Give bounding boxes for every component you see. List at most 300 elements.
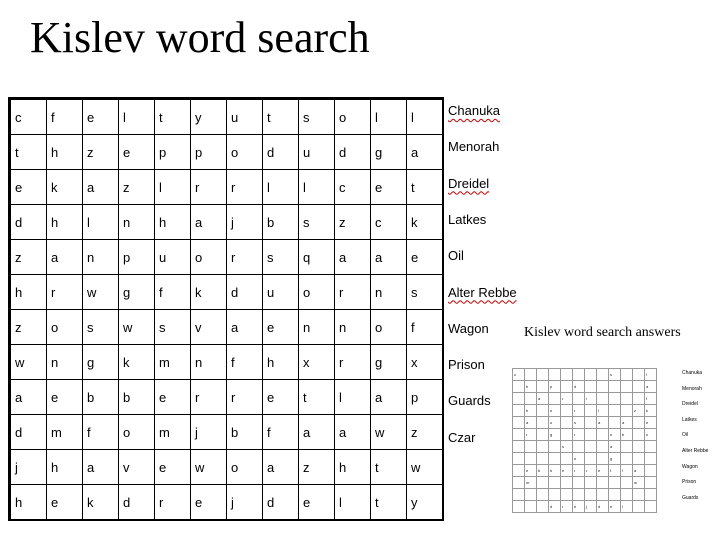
grid-cell: a — [191, 205, 227, 240]
answer-cell — [513, 417, 525, 429]
answer-cell — [645, 465, 657, 477]
answer-cell: a — [645, 381, 657, 393]
answer-cell — [573, 369, 585, 381]
answer-cell — [609, 393, 621, 405]
answer-word-item: Wagon — [682, 463, 698, 470]
grid-cell: e — [191, 485, 227, 521]
grid-cell: h — [335, 450, 371, 485]
grid-cell: l — [335, 485, 371, 521]
grid-cell: n — [371, 275, 407, 310]
answer-word-item: Chanuka — [682, 370, 703, 376]
answer-cell — [633, 501, 645, 513]
grid-row — [10, 205, 444, 240]
grid-cell: t — [371, 485, 407, 521]
answer-cell: h — [525, 405, 537, 417]
answer-cell — [537, 429, 549, 441]
grid-row — [10, 485, 444, 521]
grid-cell: k — [83, 485, 119, 521]
grid-cell: h — [47, 135, 83, 170]
grid-cell: l — [83, 205, 119, 240]
answer-cell — [537, 405, 549, 417]
grid-cell: d — [10, 205, 47, 240]
grid-cell: u — [263, 275, 299, 310]
answer-cell — [573, 441, 585, 453]
answer-row — [513, 453, 657, 465]
grid-cell: a — [47, 240, 83, 275]
answer-row — [513, 405, 657, 417]
grid-row — [10, 240, 444, 275]
grid-cell: f — [407, 310, 444, 345]
grid-cell: z — [10, 240, 47, 275]
grid-cell: e — [83, 99, 119, 135]
grid-cell: p — [407, 380, 444, 415]
grid-row — [10, 135, 444, 170]
grid-cell: x — [407, 345, 444, 380]
answer-row — [513, 489, 657, 501]
grid-cell: a — [335, 415, 371, 450]
grid-cell: o — [227, 450, 263, 485]
answer-cell: a — [597, 417, 609, 429]
answer-cell — [621, 489, 633, 501]
grid-cell: g — [83, 345, 119, 380]
grid-cell: y — [191, 99, 227, 135]
word-item: Wagon — [448, 320, 489, 336]
answer-cell — [513, 477, 525, 489]
grid-cell: r — [191, 170, 227, 205]
grid-cell: l — [335, 380, 371, 415]
grid-cell: e — [47, 380, 83, 415]
word-item: Czar — [448, 429, 476, 445]
answer-cell — [585, 489, 597, 501]
answer-cell — [645, 501, 657, 513]
grid-cell: c — [371, 205, 407, 240]
answer-cell — [561, 477, 573, 489]
grid-row — [10, 170, 444, 205]
grid-cell: h — [10, 275, 47, 310]
answer-cell — [645, 477, 657, 489]
answer-cell: t — [609, 465, 621, 477]
grid-cell: b — [119, 380, 155, 415]
word-search-grid — [8, 97, 444, 521]
grid-cell: c — [10, 99, 47, 135]
answer-cell — [645, 453, 657, 465]
answer-cell — [621, 441, 633, 453]
grid-cell: s — [299, 205, 335, 240]
answer-cell — [621, 369, 633, 381]
grid-cell: e — [263, 380, 299, 415]
word-item: Oil — [448, 248, 464, 264]
answer-row — [513, 441, 657, 453]
answer-cell — [525, 489, 537, 501]
grid-cell: e — [371, 170, 407, 205]
answer-cell — [633, 489, 645, 501]
grid-cell: r — [191, 380, 227, 415]
word-item: Guards — [448, 393, 491, 409]
answer-cell — [561, 453, 573, 465]
answer-cell: o — [609, 429, 621, 441]
grid-cell: u — [155, 240, 191, 275]
answer-cell — [549, 453, 561, 465]
grid-cell: e — [155, 450, 191, 485]
answer-cell — [537, 477, 549, 489]
answer-cell: n — [573, 453, 585, 465]
answer-cell — [513, 429, 525, 441]
grid-cell: y — [407, 485, 444, 521]
grid-cell: g — [119, 275, 155, 310]
grid-cell: p — [155, 135, 191, 170]
grid-cell: b — [227, 415, 263, 450]
answer-cell: c — [513, 369, 525, 381]
answer-cell: r — [561, 393, 573, 405]
answer-cell — [597, 369, 609, 381]
grid-cell: w — [371, 415, 407, 450]
answer-cell — [597, 477, 609, 489]
answer-cell: e — [609, 501, 621, 513]
answer-cell: t — [645, 393, 657, 405]
answer-cell — [561, 381, 573, 393]
grid-cell: e — [155, 380, 191, 415]
answer-cell: e — [597, 465, 609, 477]
grid-cell: z — [407, 415, 444, 450]
grid-cell: l — [155, 170, 191, 205]
grid-cell: l — [407, 99, 444, 135]
answer-word-item: Menorah — [682, 385, 702, 392]
grid-cell: f — [227, 345, 263, 380]
answer-cell — [585, 381, 597, 393]
answer-word-item: Alter Rebbe — [682, 448, 709, 454]
grid-cell: o — [119, 415, 155, 450]
grid-cell: t — [263, 99, 299, 135]
grid-cell: z — [299, 450, 335, 485]
answer-cell: k — [645, 405, 657, 417]
answer-cell — [597, 429, 609, 441]
answer-cell — [609, 405, 621, 417]
answer-word-item: Dreidel — [682, 401, 698, 408]
answer-cell: b — [549, 465, 561, 477]
answer-cell — [621, 405, 633, 417]
answer-cell: a — [609, 441, 621, 453]
answer-cell — [585, 429, 597, 441]
answer-cell — [633, 453, 645, 465]
grid-cell: n — [119, 205, 155, 240]
grid-cell: t — [371, 450, 407, 485]
answer-cell — [561, 405, 573, 417]
answer-cell — [513, 489, 525, 501]
answer-cell: d — [573, 381, 585, 393]
answer-cell: e — [561, 465, 573, 477]
grid-cell: h — [155, 205, 191, 240]
answers-title: Kislev word search answers — [524, 325, 681, 340]
grid-row — [10, 380, 444, 415]
grid-cell: p — [191, 135, 227, 170]
answer-cell — [513, 405, 525, 417]
answer-cell — [645, 441, 657, 453]
answer-cell: l — [645, 369, 657, 381]
answer-cell — [633, 417, 645, 429]
grid-cell: g — [371, 345, 407, 380]
answer-cell — [609, 489, 621, 501]
answer-cell: h — [525, 381, 537, 393]
answer-cell — [633, 429, 645, 441]
grid-cell: m — [155, 415, 191, 450]
answer-cell — [537, 453, 549, 465]
grid-cell: w — [191, 450, 227, 485]
answer-row — [513, 369, 657, 381]
answer-cell — [561, 429, 573, 441]
grid-cell: f — [83, 415, 119, 450]
answer-cell — [537, 501, 549, 513]
grid-cell: e — [119, 135, 155, 170]
grid-cell: j — [227, 485, 263, 521]
grid-cell: s — [83, 310, 119, 345]
grid-cell: h — [10, 485, 47, 521]
word-item: Chanuka — [448, 103, 501, 118]
answer-cell — [597, 489, 609, 501]
answer-cell — [549, 489, 561, 501]
grid-cell: c — [335, 170, 371, 205]
grid-cell: o — [191, 240, 227, 275]
grid-cell: h — [263, 345, 299, 380]
answer-cell — [513, 453, 525, 465]
answer-cell: i — [585, 393, 597, 405]
answer-cell — [621, 381, 633, 393]
answer-row — [513, 393, 657, 405]
answer-cell: s — [609, 369, 621, 381]
grid-cell: r — [47, 275, 83, 310]
answer-cell: z — [633, 405, 645, 417]
answer-cell — [633, 441, 645, 453]
answer-cell — [585, 417, 597, 429]
grid-cell: u — [227, 99, 263, 135]
answer-cell: p — [549, 381, 561, 393]
answer-cell: d — [597, 501, 609, 513]
answer-cell: s — [573, 417, 585, 429]
answer-row — [513, 465, 657, 477]
grid-cell: s — [407, 275, 444, 310]
grid-cell: a — [371, 240, 407, 275]
word-item: Alter Rebbe — [448, 284, 517, 300]
grid-cell: n — [47, 345, 83, 380]
answer-cell: l — [621, 465, 633, 477]
grid-cell: a — [335, 240, 371, 275]
answer-cell: r — [573, 465, 585, 477]
answer-cell — [549, 477, 561, 489]
grid-cell: o — [227, 135, 263, 170]
answer-cell — [549, 441, 561, 453]
answer-cell: l — [621, 501, 633, 513]
answer-cell — [585, 453, 597, 465]
answer-cell — [597, 393, 609, 405]
answer-cell: b — [537, 465, 549, 477]
grid-cell: l — [299, 170, 335, 205]
grid-cell: w — [407, 450, 444, 485]
answer-row — [513, 417, 657, 429]
grid-cell: l — [119, 99, 155, 135]
grid-cell: t — [10, 135, 47, 170]
grid-cell: n — [191, 345, 227, 380]
answer-cell: a — [633, 465, 645, 477]
answer-cell — [537, 441, 549, 453]
answer-cell: r — [561, 501, 573, 513]
answer-cell — [537, 489, 549, 501]
answer-cell — [609, 477, 621, 489]
answer-row — [513, 381, 657, 393]
answer-cell: s — [645, 429, 657, 441]
answer-word-item: Prison — [682, 479, 697, 486]
grid-cell: s — [263, 240, 299, 275]
answer-cell — [585, 405, 597, 417]
answer-cell — [513, 381, 525, 393]
grid-cell: u — [299, 135, 335, 170]
answer-cell — [561, 489, 573, 501]
grid-cell: d — [10, 415, 47, 450]
page-title: Kislev word search — [30, 13, 370, 62]
grid-cell: v — [191, 310, 227, 345]
answer-cell: j — [585, 501, 597, 513]
answer-cell: u — [549, 417, 561, 429]
grid-cell: k — [47, 170, 83, 205]
grid-cell: a — [227, 310, 263, 345]
grid-cell: b — [83, 380, 119, 415]
grid-cell: o — [299, 275, 335, 310]
grid-cell: a — [83, 170, 119, 205]
answer-cell — [525, 501, 537, 513]
grid-cell: t — [155, 99, 191, 135]
answer-cell — [525, 393, 537, 405]
grid-row — [10, 310, 444, 345]
answer-cell: a — [537, 393, 549, 405]
answer-cell: e — [573, 501, 585, 513]
answer-cell — [561, 417, 573, 429]
grid-cell: n — [83, 240, 119, 275]
grid-cell: d — [227, 275, 263, 310]
answer-cell — [573, 489, 585, 501]
answer-cell: r — [585, 465, 597, 477]
answer-cell: e — [645, 417, 657, 429]
grid-cell: h — [47, 450, 83, 485]
grid-cell: n — [299, 310, 335, 345]
grid-row — [10, 450, 444, 485]
grid-cell: d — [119, 485, 155, 521]
grid-cell: r — [155, 485, 191, 521]
answer-cell — [633, 393, 645, 405]
answer-cell — [585, 441, 597, 453]
grid-cell: a — [10, 380, 47, 415]
word-item: Latkes — [448, 211, 487, 227]
answer-cell — [513, 501, 525, 513]
grid-cell: r — [335, 275, 371, 310]
answer-cell — [525, 369, 537, 381]
grid-cell: e — [47, 485, 83, 521]
answer-cell — [549, 393, 561, 405]
grid-cell: k — [191, 275, 227, 310]
answer-cell: a — [621, 417, 633, 429]
grid-cell: v — [119, 450, 155, 485]
answer-cell — [525, 453, 537, 465]
grid-cell: e — [10, 170, 47, 205]
grid-cell: n — [335, 310, 371, 345]
answer-word-item: Latkes — [682, 416, 697, 423]
grid-cell: j — [227, 205, 263, 240]
word-item: Menorah — [448, 139, 500, 155]
grid-cell: m — [155, 345, 191, 380]
answer-cell: g — [609, 453, 621, 465]
answer-cell — [573, 393, 585, 405]
answer-cell — [525, 441, 537, 453]
grid-cell: a — [83, 450, 119, 485]
answer-cell — [621, 453, 633, 465]
grid-cell: g — [371, 135, 407, 170]
answer-cell: r — [525, 429, 537, 441]
grid-cell: e — [299, 485, 335, 521]
grid-cell: k — [407, 205, 444, 240]
answer-cell: m — [525, 477, 537, 489]
answer-cell — [621, 477, 633, 489]
word-item: Dreidel — [448, 175, 490, 191]
answer-cell — [573, 477, 585, 489]
grid-cell: e — [263, 310, 299, 345]
grid-cell: w — [119, 310, 155, 345]
grid-cell: r — [227, 170, 263, 205]
grid-row — [10, 99, 444, 135]
grid-cell: l — [263, 170, 299, 205]
grid-cell: p — [119, 240, 155, 275]
grid-cell: z — [83, 135, 119, 170]
grid-cell: d — [335, 135, 371, 170]
answer-cell: d — [549, 501, 561, 513]
grid-cell: a — [371, 380, 407, 415]
grid-cell: e — [407, 240, 444, 275]
grid-cell: t — [407, 170, 444, 205]
answer-cell — [597, 453, 609, 465]
grid-cell: w — [83, 275, 119, 310]
answer-cell — [585, 477, 597, 489]
answer-cell: a — [525, 417, 537, 429]
answer-cell — [645, 489, 657, 501]
grid-cell: d — [263, 135, 299, 170]
answer-cell: e — [525, 465, 537, 477]
grid-cell: t — [299, 380, 335, 415]
grid-cell: j — [10, 450, 47, 485]
answer-row — [513, 501, 657, 513]
grid-cell: o — [371, 310, 407, 345]
answers-thumbnail — [506, 364, 710, 516]
answer-cell: b — [621, 429, 633, 441]
grid-cell: h — [47, 205, 83, 240]
grid-cell: z — [10, 310, 47, 345]
answer-cell — [609, 381, 621, 393]
grid-cell: s — [155, 310, 191, 345]
answer-cell — [537, 369, 549, 381]
grid-cell: z — [119, 170, 155, 205]
answer-cell: s — [561, 441, 573, 453]
answer-cell — [537, 417, 549, 429]
grid-cell: r — [335, 345, 371, 380]
answer-cell — [597, 381, 609, 393]
grid-cell: a — [263, 450, 299, 485]
grid-cell: d — [263, 485, 299, 521]
answer-cell — [537, 381, 549, 393]
answer-cell: w — [633, 477, 645, 489]
grid-cell: a — [299, 415, 335, 450]
grid-cell: s — [299, 99, 335, 135]
grid-cell: k — [119, 345, 155, 380]
grid-cell: w — [10, 345, 47, 380]
answer-cell — [609, 417, 621, 429]
word-item: Prison — [448, 357, 485, 373]
grid-cell: b — [263, 205, 299, 240]
grid-cell: f — [155, 275, 191, 310]
